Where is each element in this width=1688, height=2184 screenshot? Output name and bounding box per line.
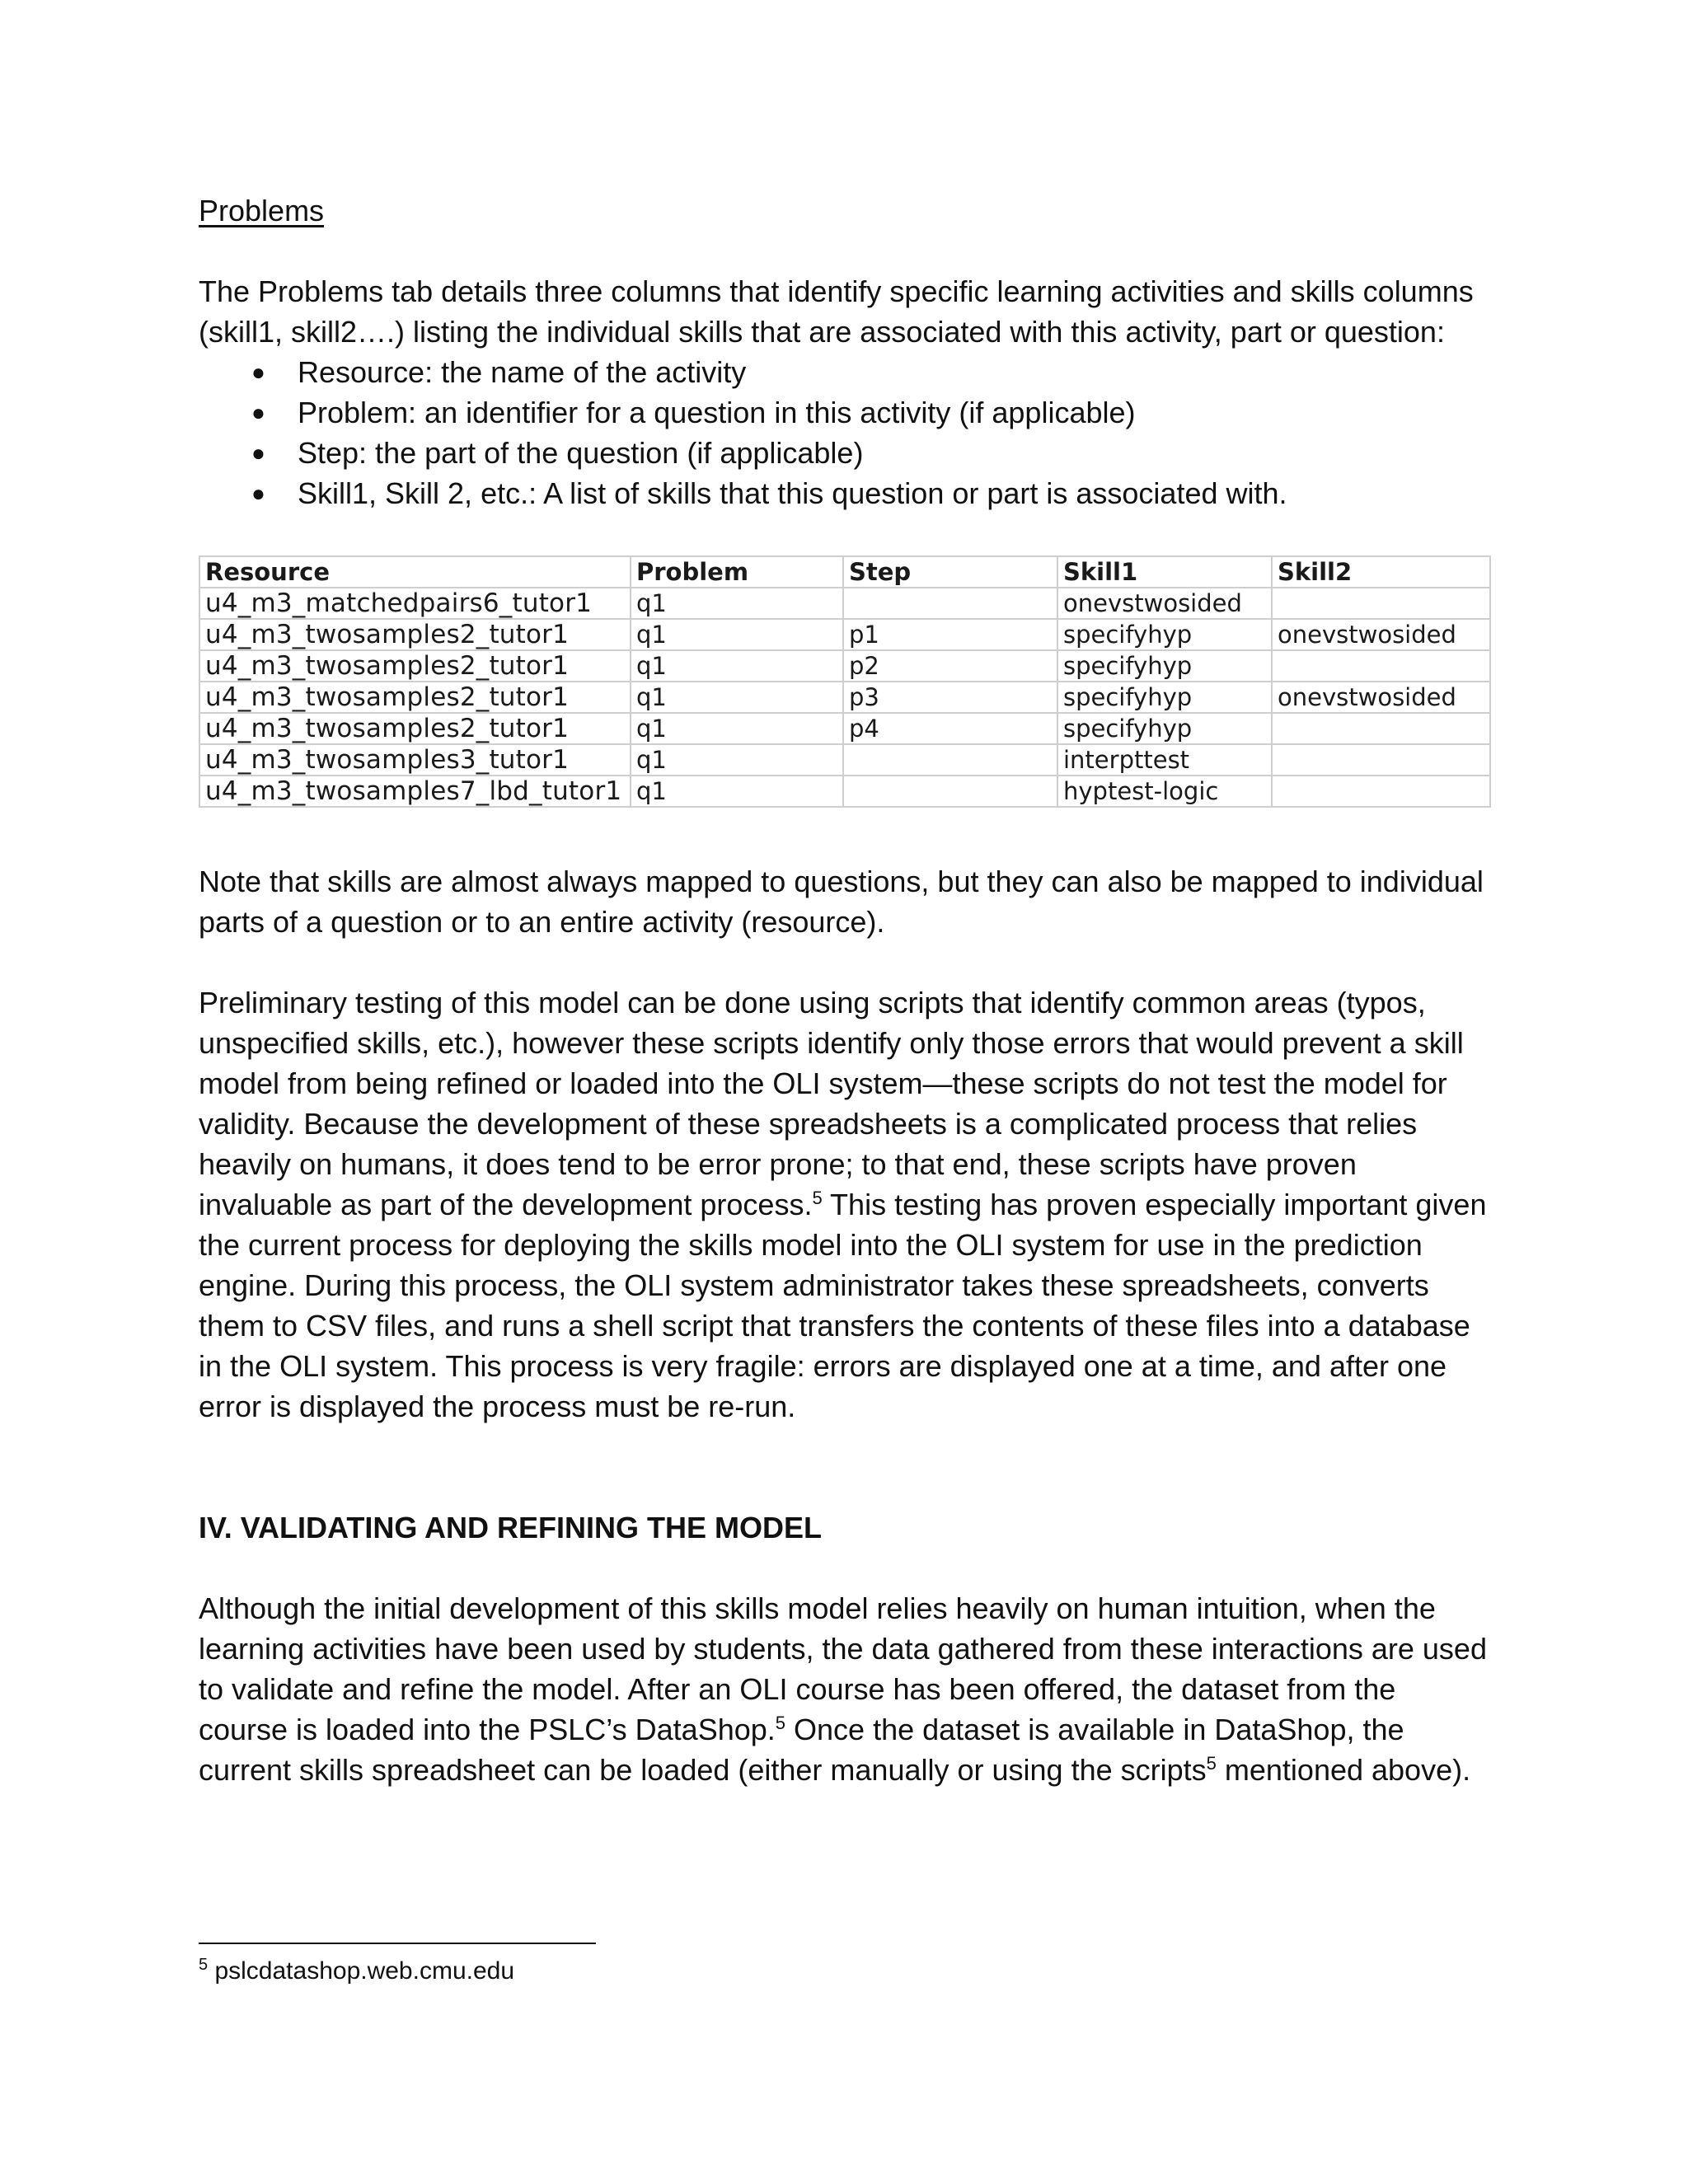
cell-step bbox=[843, 744, 1057, 776]
cell-step bbox=[843, 776, 1057, 807]
cell-resource: u4_m3_twosamples2_tutor1 bbox=[199, 682, 631, 713]
cell-skill2 bbox=[1272, 744, 1490, 776]
table-row bbox=[199, 650, 1490, 682]
problems-intro: The Problems tab details three columns that identify specific learning activities and skills columns (skill1, skill2….) listing the individual skills that are associated with this activity, part or question: bbox=[199, 274, 1474, 349]
list-item: ● Resource: the name of the activity bbox=[199, 352, 1493, 392]
table-row bbox=[199, 682, 1490, 713]
cell-problem: q1 bbox=[631, 713, 843, 744]
cell-skill1: interpttest bbox=[1057, 744, 1272, 776]
cell-problem: q1 bbox=[631, 619, 843, 650]
column-header-resource: Resource bbox=[199, 556, 631, 588]
cell-resource: u4_m3_twosamples3_tutor1 bbox=[199, 744, 631, 776]
cell-resource: u4_m3_twosamples7_lbd_tutor1 bbox=[199, 776, 631, 807]
footnote-text: pslcdatashop.web.cmu.edu bbox=[208, 1957, 515, 1985]
bullet-icon: ● bbox=[251, 400, 265, 425]
table-row bbox=[199, 619, 1490, 650]
cell-skill2 bbox=[1272, 650, 1490, 682]
problems-table-image bbox=[199, 555, 1489, 808]
footnote-ref: 5 bbox=[812, 1188, 823, 1208]
cell-step: p2 bbox=[843, 650, 1057, 682]
table-row bbox=[199, 744, 1490, 776]
problems-table bbox=[199, 555, 1491, 808]
cell-resource: u4_m3_twosamples2_tutor1 bbox=[199, 713, 631, 744]
cell-problem: q1 bbox=[631, 588, 843, 619]
column-header-step: Step bbox=[843, 556, 1057, 588]
bullet-icon: ● bbox=[251, 359, 265, 385]
cell-problem: q1 bbox=[631, 650, 843, 682]
column-header-problem: Problem bbox=[631, 556, 843, 588]
table-row bbox=[199, 713, 1490, 744]
note-paragraph: Note that skills are almost always mapped to questions, but they can also be mapped to individual parts of a question or to an entire activity (resource). bbox=[199, 865, 1484, 939]
bullet-icon: ● bbox=[251, 480, 265, 506]
cell-skill1: specifyhyp bbox=[1057, 713, 1272, 744]
validating-heading: IV. VALIDATING AND REFINING THE MODEL bbox=[199, 1511, 823, 1544]
cell-problem: q1 bbox=[631, 682, 843, 713]
list-item: ● Problem: an identifier for a question in this activity (if applicable) bbox=[199, 392, 1493, 433]
cell-skill1: specifyhyp bbox=[1057, 619, 1272, 650]
page-content bbox=[199, 191, 1493, 1790]
column-header-skill2: Skill2 bbox=[1272, 556, 1490, 588]
footnote-number: 5 bbox=[199, 1956, 209, 1974]
cell-skill2: onevstwosided bbox=[1272, 619, 1490, 650]
cell-step: p3 bbox=[843, 682, 1057, 713]
validating-paragraph: Although the initial development of this skills model relies heavily on human intuition, when the learning activities have been used by students, the data gathered from these interactions are used to validate and refine the model. After an OLI course has been offered, the dataset from the course is loaded into the PSLC’s DataShop.$^5$ Once the dataset is available in DataShop, the current skills spreadsheet can be loaded (either manually or using the scripts$^5$ mentioned above). bbox=[199, 1591, 1487, 1787]
cell-step bbox=[843, 588, 1057, 619]
cell-step: p1 bbox=[843, 619, 1057, 650]
footnote bbox=[199, 1955, 514, 1988]
cell-resource: u4_m3_matchedpairs6_tutor1 bbox=[199, 588, 631, 619]
cell-skill1: specifyhyp bbox=[1057, 682, 1272, 713]
cell-skill1: onevstwosided bbox=[1057, 588, 1272, 619]
cell-problem: q1 bbox=[631, 744, 843, 776]
cell-skill2 bbox=[1272, 588, 1490, 619]
cell-resource: u4_m3_twosamples2_tutor1 bbox=[199, 650, 631, 682]
footnote-ref: 5 bbox=[775, 1713, 786, 1733]
list-item: ● Step: the part of the question (if applicable) bbox=[199, 433, 1493, 473]
cell-skill2 bbox=[1272, 776, 1490, 807]
table-header-row bbox=[199, 556, 1490, 588]
problems-bullet-list bbox=[199, 352, 1493, 513]
table-row bbox=[199, 588, 1490, 619]
cell-skill2: onevstwosided bbox=[1272, 682, 1490, 713]
cell-problem: q1 bbox=[631, 776, 843, 807]
testing-paragraph: Preliminary testing of this model can be done using scripts that identify common areas (typos, unspecified skills, etc.), however these scripts identify only those errors that would prevent a skill model from being refined or loaded into the OLI system—these scripts do not test the model for validity. Because the development of these spreadsheets is a complicated process that relies heavily on humans, it does tend to be error prone; to that end, these scripts have proven invaluable as part of the development process.$^5$ This testing has proven especially important given the current process for deploying the skills model into the OLI system for use in the prediction engine. During this process, the OLI system administrator takes these spreadsheets, converts them to CSV files, and runs a shell script that transfers the contents of these files into a database in the OLI system. This process is very fragile: errors are displayed one at a time, and after one error is displayed the process must be re-run. bbox=[199, 986, 1487, 1423]
cell-step: p4 bbox=[843, 713, 1057, 744]
bullet-icon: ● bbox=[251, 440, 265, 466]
cell-resource: u4_m3_twosamples2_tutor1 bbox=[199, 619, 631, 650]
footnote-ref: 5 bbox=[1206, 1753, 1217, 1774]
column-header-skill1: Skill1 bbox=[1057, 556, 1272, 588]
problems-heading: Problems bbox=[199, 194, 325, 227]
table-row bbox=[199, 776, 1490, 807]
cell-skill2 bbox=[1272, 713, 1490, 744]
cell-skill1: hyptest-logic bbox=[1057, 776, 1272, 807]
cell-skill1: specifyhyp bbox=[1057, 650, 1272, 682]
footnote-divider bbox=[199, 1943, 596, 1944]
list-item: ● Skill1, Skill 2, etc.: A list of skills that this question or part is associated with. bbox=[199, 473, 1493, 513]
